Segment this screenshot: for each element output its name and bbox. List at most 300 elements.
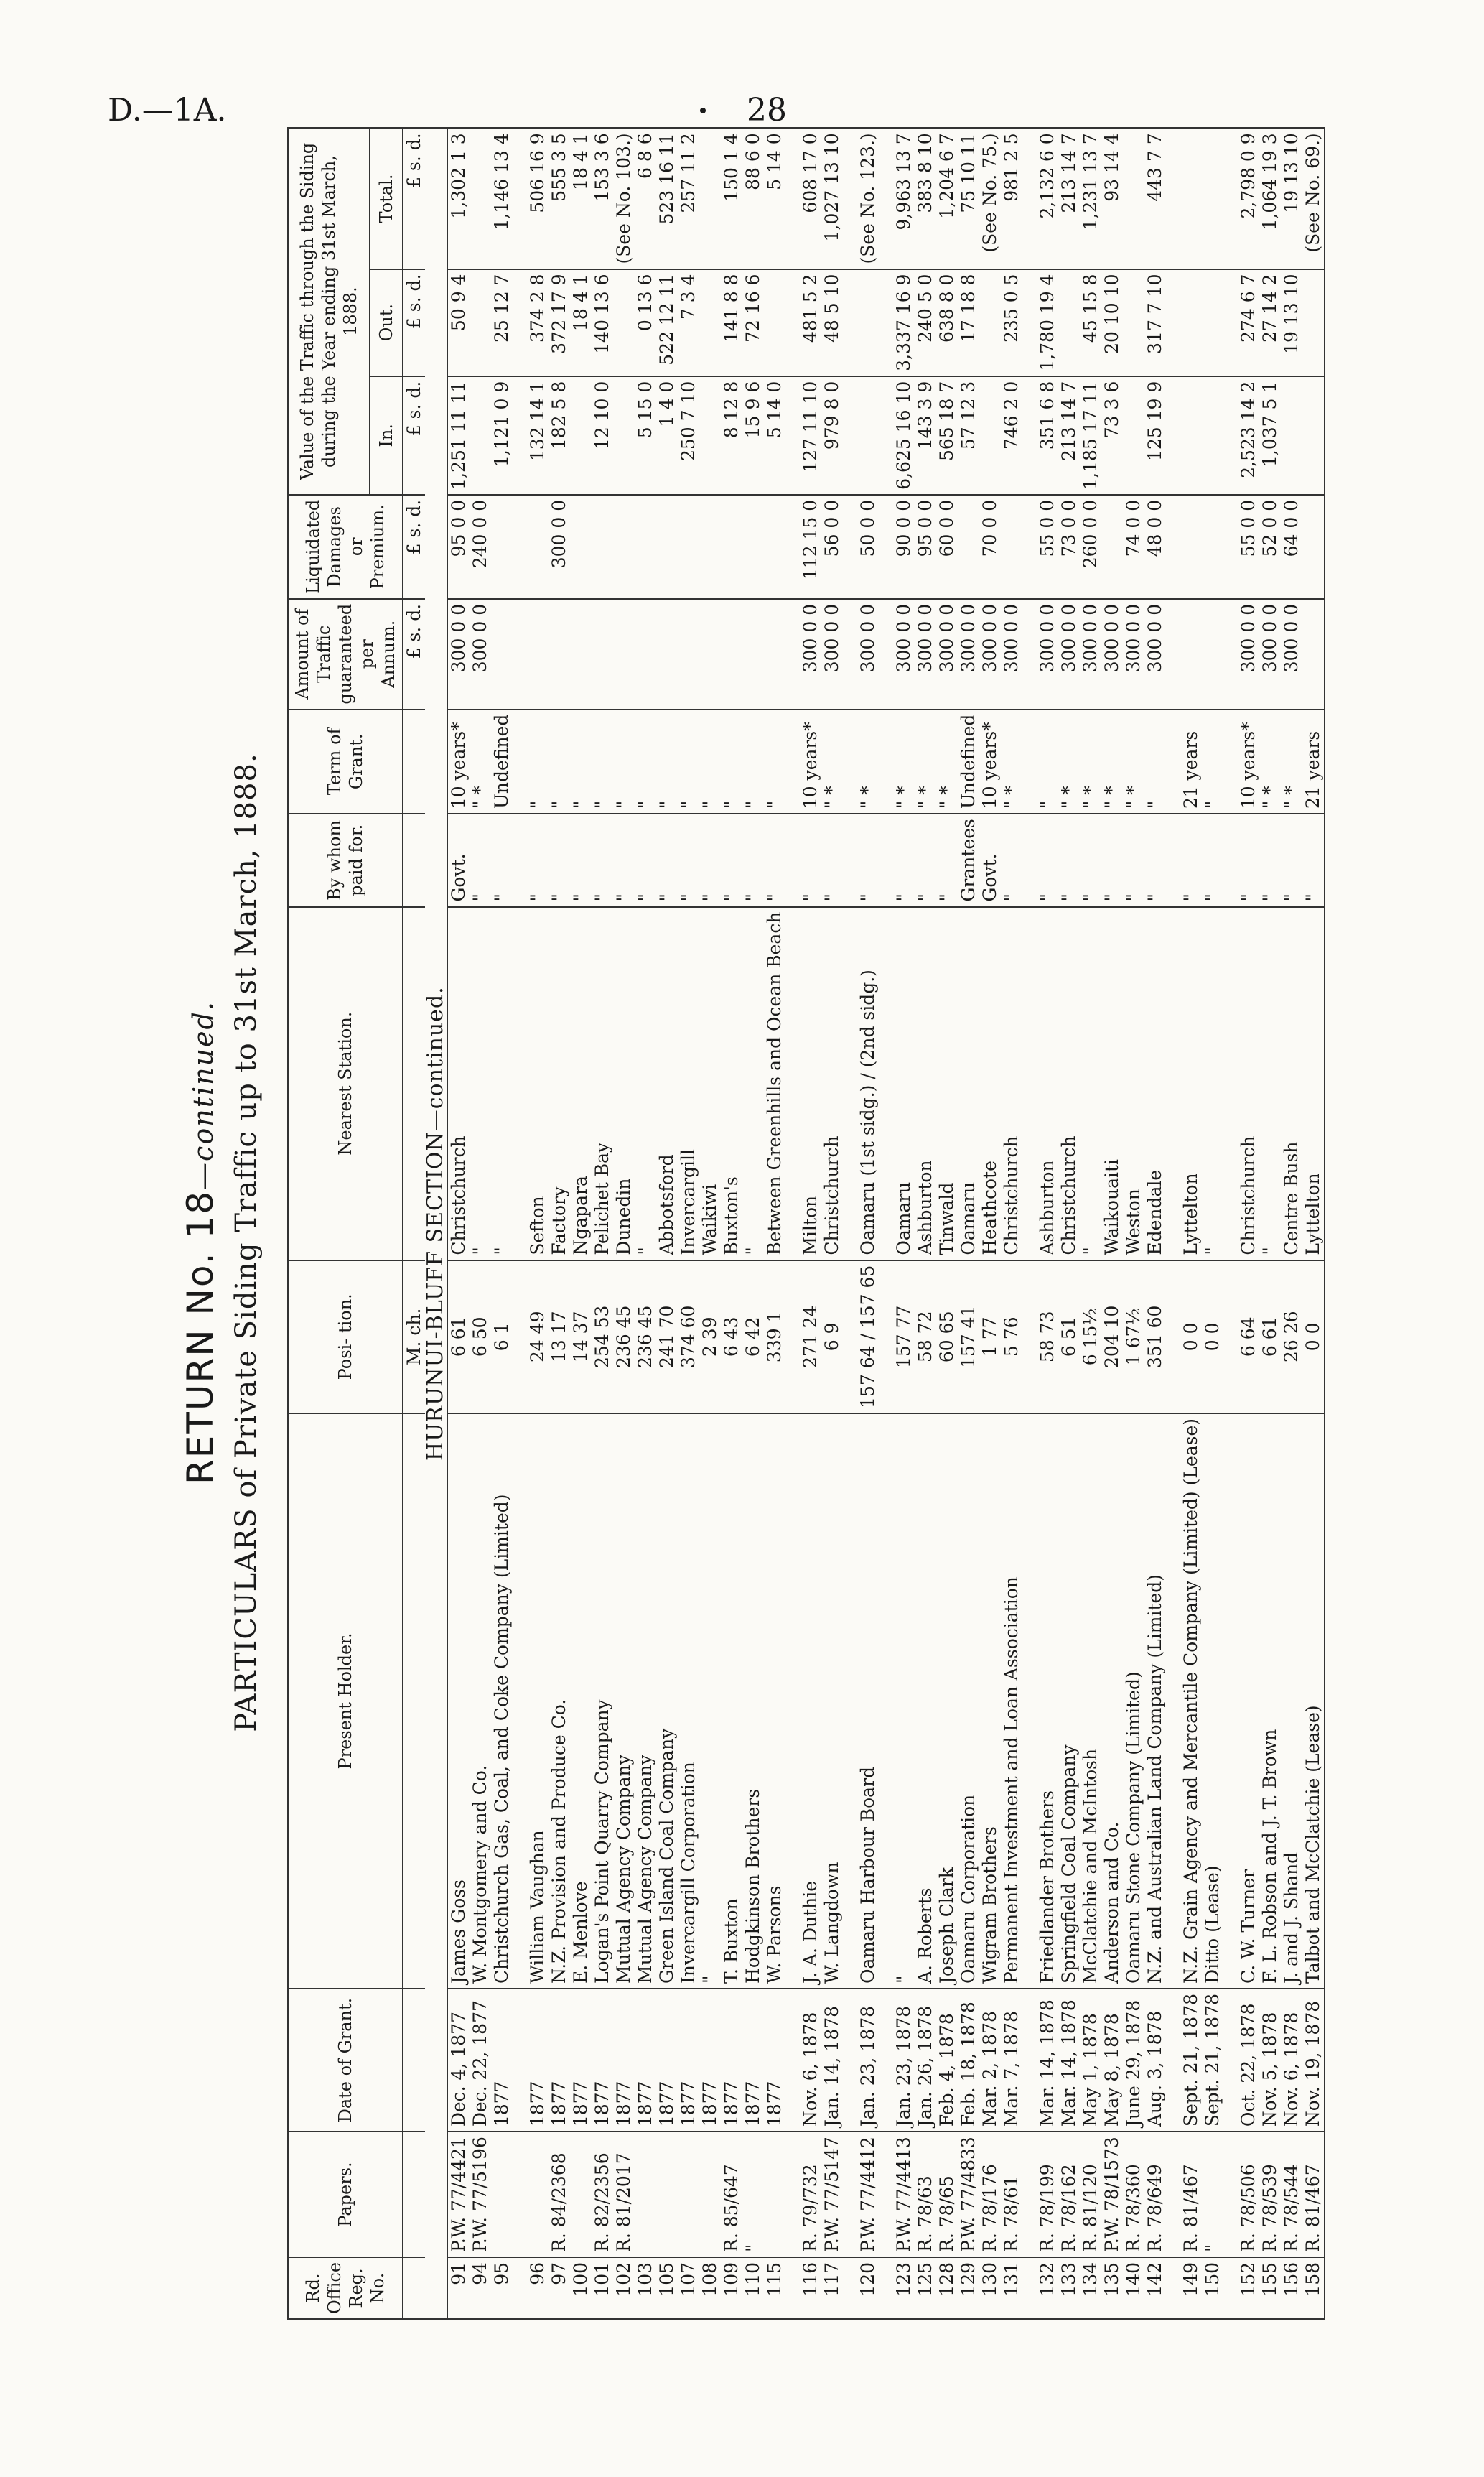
cell-paid: " <box>549 814 570 906</box>
cell-station: Oamaru <box>958 907 979 1260</box>
rotated-table-region <box>179 133 1400 2320</box>
cell-amount: 300 0 0 <box>893 599 915 710</box>
cell-amount: 300 0 0 <box>1259 599 1281 710</box>
in-unit: £ s. d. <box>403 376 425 495</box>
cell-pos: 271 24 <box>800 1260 821 1413</box>
cell-term: 10 years* <box>1238 710 1259 814</box>
cell-in <box>613 376 635 495</box>
cell-paid: " <box>1080 814 1101 906</box>
return-title <box>179 165 221 2320</box>
cell-papers: R. 78/61 <box>1001 2132 1022 2257</box>
cell-amount <box>656 599 678 710</box>
cell-reg: 107 <box>678 2257 699 2319</box>
table-row <box>1238 128 1259 2319</box>
cell-date: Dec. 4, 1877 <box>447 1989 470 2132</box>
cell-in <box>1302 376 1325 495</box>
cell-holder: Oamaru Stone Company (Limited) <box>1123 1413 1144 1989</box>
cell-out <box>979 269 1001 376</box>
cell-date: Nov. 5, 1878 <box>1259 1989 1281 2132</box>
cell-out <box>699 269 721 376</box>
cell-in <box>857 376 879 495</box>
units-row <box>403 128 425 2319</box>
table-row <box>1202 128 1223 2319</box>
cell-paid: " <box>893 814 915 906</box>
cell-amount: 300 0 0 <box>1037 599 1058 710</box>
cell-paid: " <box>491 814 513 906</box>
cell-paid: Govt. <box>447 814 470 906</box>
cell-pos: 58 73 <box>1037 1260 1058 1413</box>
cell-term: " * <box>1101 710 1123 814</box>
cell-out: 317 7 10 <box>1144 269 1166 376</box>
cell-term: " <box>656 710 678 814</box>
cell-pos: 6 61 <box>1259 1260 1281 1413</box>
cell-damages <box>721 495 742 599</box>
cell-station: Centre Bush <box>1281 907 1302 1260</box>
row-spacer <box>1166 128 1180 2319</box>
cell-damages <box>635 495 656 599</box>
cell-paid: " <box>699 814 721 906</box>
cell-total: 981 2 5 <box>1001 128 1022 269</box>
cell-reg: 130 <box>979 2257 1001 2319</box>
cell-damages: 260 0 0 <box>1080 495 1101 599</box>
cell-term: 21 years <box>1302 710 1325 814</box>
cell-amount: 300 0 0 <box>1123 599 1144 710</box>
cell-pos: 6 61 <box>447 1260 470 1413</box>
cell-amount <box>1302 599 1325 710</box>
cell-station: " <box>470 907 491 1260</box>
cell-reg: 96 <box>527 2257 549 2319</box>
cell-pos: 6 51 <box>1058 1260 1080 1413</box>
cell-papers: R. 81/467 <box>1302 2132 1325 2257</box>
cell-out: 481 5 2 <box>800 269 821 376</box>
cell-pos: 1 67½ <box>1123 1260 1144 1413</box>
cell-date: 1877 <box>491 1989 513 2132</box>
table-row <box>1180 128 1202 2319</box>
col-holder: Present Holder. <box>288 1413 403 1989</box>
cell-damages: 300 0 0 <box>549 495 570 599</box>
cell-station: Christchurch <box>1238 907 1259 1260</box>
table-row <box>1281 128 1302 2319</box>
cell-papers: R. 84/2368 <box>549 2132 570 2257</box>
cell-holder: Joseph Clark <box>936 1413 958 1989</box>
table-row <box>699 128 721 2319</box>
cell-station: Pelichet Bay <box>592 907 613 1260</box>
cell-holder: " <box>699 1413 721 1989</box>
cell-out: 141 8 8 <box>721 269 742 376</box>
cell-holder: J. and J. Shand <box>1281 1413 1302 1989</box>
cell-in: 57 12 3 <box>958 376 979 495</box>
cell-out <box>1058 269 1080 376</box>
cell-in <box>570 376 592 495</box>
cell-date: Oct. 22, 1878 <box>1238 1989 1259 2132</box>
cell-amount <box>592 599 613 710</box>
cell-pos: 236 45 <box>635 1260 656 1413</box>
cell-holder: T. Buxton <box>721 1413 742 1989</box>
cell-term: " <box>613 710 635 814</box>
cell-in: 1,251 11 11 <box>447 376 470 495</box>
cell-damages <box>699 495 721 599</box>
cell-in <box>979 376 1001 495</box>
cell-out: 1,780 19 4 <box>1037 269 1058 376</box>
table-row <box>656 128 678 2319</box>
cell-holder: Springfield Coal Company <box>1058 1413 1080 1989</box>
cell-date: Mar. 7, 1878 <box>1001 1989 1022 2132</box>
cell-damages <box>742 495 764 599</box>
cell-in: 1,121 0 9 <box>491 376 513 495</box>
cell-station: " <box>1202 907 1223 1260</box>
cell-term: " <box>1037 710 1058 814</box>
col-amount: Amount of Traffic guaranteed per Annum. <box>288 599 403 710</box>
cell-amount <box>1202 599 1223 710</box>
cell-amount <box>549 599 570 710</box>
return-title-main: RETURN No. 18 <box>179 1189 221 1484</box>
cell-out: 274 6 7 <box>1238 269 1259 376</box>
cell-in: 250 7 10 <box>678 376 699 495</box>
cell-total: 443 7 7 <box>1144 128 1166 269</box>
cell-total: 1,064 19 3 <box>1259 128 1281 269</box>
cell-paid: " <box>1302 814 1325 906</box>
cell-paid: " <box>1123 814 1144 906</box>
cell-in <box>1123 376 1144 495</box>
cell-paid: " <box>1281 814 1302 906</box>
cell-total: 1,204 6 7 <box>936 128 958 269</box>
cell-in: 1,037 5 1 <box>1259 376 1281 495</box>
cell-out <box>1302 269 1325 376</box>
cell-damages <box>613 495 635 599</box>
cell-out: 522 12 11 <box>656 269 678 376</box>
cell-reg: 116 <box>800 2257 821 2319</box>
cell-in: 1,185 17 11 <box>1080 376 1101 495</box>
cell-total: 506 16 9 <box>527 128 549 269</box>
cell-paid: " <box>1001 814 1022 906</box>
cell-pos: 1 77 <box>979 1260 1001 1413</box>
cell-total: 19 13 10 <box>1281 128 1302 269</box>
cell-pos: 14 37 <box>570 1260 592 1413</box>
cell-term: " * <box>1259 710 1281 814</box>
cell-pos: 157 77 <box>893 1260 915 1413</box>
cell-amount <box>699 599 721 710</box>
table-row <box>893 128 915 2319</box>
cell-station: Oamaru <box>893 907 915 1260</box>
cell-damages <box>678 495 699 599</box>
cell-out: 18 4 1 <box>570 269 592 376</box>
cell-reg: 142 <box>1144 2257 1166 2319</box>
cell-reg: 155 <box>1259 2257 1281 2319</box>
cell-term: " * <box>821 710 843 814</box>
row-spacer <box>1022 128 1037 2319</box>
cell-paid: " <box>635 814 656 906</box>
cell-out: 235 0 5 <box>1001 269 1022 376</box>
cell-station: Christchurch <box>821 907 843 1260</box>
cell-reg: 102 <box>613 2257 635 2319</box>
cell-pos: 0 0 <box>1302 1260 1325 1413</box>
cell-term: " * <box>915 710 936 814</box>
cell-date: 1877 <box>742 1989 764 2132</box>
section-row <box>425 128 447 2319</box>
cell-damages <box>491 495 513 599</box>
cell-pos: 58 72 <box>915 1260 936 1413</box>
page-number: 28 <box>747 92 787 129</box>
cell-date: 1877 <box>721 1989 742 2132</box>
cell-date: Mar. 14, 1878 <box>1058 1989 1080 2132</box>
cell-holder: W. Montgomery and Co. <box>470 1413 491 1989</box>
cell-station: " <box>635 907 656 1260</box>
cell-term: " * <box>470 710 491 814</box>
cell-papers: R. 81/2017 <box>613 2132 635 2257</box>
row-spacer <box>1223 128 1238 2319</box>
cell-pos: 339 1 <box>764 1260 785 1413</box>
cell-in: 5 15 0 <box>635 376 656 495</box>
cell-amount: 300 0 0 <box>470 599 491 710</box>
cell-pos: 5 76 <box>1001 1260 1022 1413</box>
cell-term: 10 years* <box>447 710 470 814</box>
cell-out: 638 8 0 <box>936 269 958 376</box>
amount-unit: £ s. d. <box>403 599 425 710</box>
cell-total <box>699 128 721 269</box>
cell-holder: E. Menlove <box>570 1413 592 1989</box>
cell-damages: 64 0 0 <box>1281 495 1302 599</box>
cell-station: Christchurch <box>447 907 470 1260</box>
cell-station: Ashburton <box>915 907 936 1260</box>
cell-station: " <box>742 907 764 1260</box>
row-spacer <box>785 128 800 2319</box>
table-row <box>1259 128 1281 2319</box>
cell-holder: " <box>893 1413 915 1989</box>
table-row <box>721 128 742 2319</box>
cell-reg: 123 <box>893 2257 915 2319</box>
cell-date: Aug. 3, 1878 <box>1144 1989 1166 2132</box>
cell-date: 1877 <box>656 1989 678 2132</box>
cell-total: 257 11 2 <box>678 128 699 269</box>
cell-holder: N.Z. Grain Agency and Mercantile Company (Limited) (Lease) <box>1180 1413 1202 1989</box>
cell-holder: C. W. Turner <box>1238 1413 1259 1989</box>
cell-damages: 74 0 0 <box>1123 495 1144 599</box>
cell-in: 132 14 1 <box>527 376 549 495</box>
cell-holder: Permanent Investment and Loan Association <box>1001 1413 1022 1989</box>
cell-amount <box>527 599 549 710</box>
cell-station: Abbotsford <box>656 907 678 1260</box>
cell-date: Jan. 14, 1878 <box>821 1989 843 2132</box>
cell-holder: Mutual Agency Company <box>613 1413 635 1989</box>
cell-term: 21 years <box>1180 710 1202 814</box>
cell-damages: 48 0 0 <box>1144 495 1166 599</box>
cell-amount: 300 0 0 <box>1058 599 1080 710</box>
cell-papers: R. 78/63 <box>915 2132 936 2257</box>
cell-date: Mar. 14, 1878 <box>1037 1989 1058 2132</box>
cell-date: Jan. 23, 1878 <box>857 1989 879 2132</box>
cell-reg: 120 <box>857 2257 879 2319</box>
cell-paid: " <box>742 814 764 906</box>
cell-station: Edendale <box>1144 907 1166 1260</box>
cell-reg: 140 <box>1123 2257 1144 2319</box>
cell-papers: P.W. 77/5147 <box>821 2132 843 2257</box>
cell-holder: McClatchie and McIntosh <box>1080 1413 1101 1989</box>
cell-holder: Ditto (Lease) <box>1202 1413 1223 1989</box>
cell-damages <box>1202 495 1223 599</box>
cell-term: Undefined <box>491 710 513 814</box>
cell-station: Oamaru (1st sidg.) / (2nd sidg.) <box>857 907 879 1260</box>
cell-papers: P.W. 77/4833 <box>958 2132 979 2257</box>
return-title-continued: —continued. <box>187 1000 219 1190</box>
cell-paid: " <box>570 814 592 906</box>
cell-date: June 29, 1878 <box>1123 1989 1144 2132</box>
table-row <box>1037 128 1058 2319</box>
cell-in: 73 3 6 <box>1101 376 1123 495</box>
cell-date: 1877 <box>764 1989 785 2132</box>
cell-in <box>1202 376 1223 495</box>
cell-holder: A. Roberts <box>915 1413 936 1989</box>
cell-date: 1877 <box>527 1989 549 2132</box>
cell-reg: 94 <box>470 2257 491 2319</box>
cell-in: 12 10 0 <box>592 376 613 495</box>
cell-amount <box>764 599 785 710</box>
cell-papers: P.W. 78/1573 <box>1101 2132 1123 2257</box>
row-spacer <box>843 128 857 2319</box>
cell-in: 127 11 10 <box>800 376 821 495</box>
cell-reg: 152 <box>1238 2257 1259 2319</box>
cell-reg: 103 <box>635 2257 656 2319</box>
cell-papers: R. 78/162 <box>1058 2132 1080 2257</box>
cell-damages: 90 0 0 <box>893 495 915 599</box>
cell-in: 15 9 6 <box>742 376 764 495</box>
cell-papers: R. 78/649 <box>1144 2132 1166 2257</box>
cell-amount <box>613 599 635 710</box>
cell-papers: P.W. 77/4413 <box>893 2132 915 2257</box>
cell-pos: 2 39 <box>699 1260 721 1413</box>
cell-out <box>764 269 785 376</box>
cell-pos: 24 49 <box>527 1260 549 1413</box>
cell-damages: 52 0 0 <box>1259 495 1281 599</box>
cell-pos: 0 0 <box>1180 1260 1202 1413</box>
cell-out: 140 13 6 <box>592 269 613 376</box>
cell-date: 1877 <box>570 1989 592 2132</box>
table-row <box>1101 128 1123 2319</box>
cell-pos: 6 64 <box>1238 1260 1259 1413</box>
cell-reg: 158 <box>1302 2257 1325 2319</box>
cell-damages: 55 0 0 <box>1037 495 1058 599</box>
cell-papers: R. 78/199 <box>1037 2132 1058 2257</box>
cell-station: Waikouaiti <box>1101 907 1123 1260</box>
cell-out <box>613 269 635 376</box>
col-paid-by: By whom paid for. <box>288 814 403 906</box>
cell-date: Dec. 22, 1877 <box>470 1989 491 2132</box>
cell-station: Sefton <box>527 907 549 1260</box>
table-row <box>635 128 656 2319</box>
cell-paid: " <box>721 814 742 906</box>
cell-station: Dunedin <box>613 907 635 1260</box>
header-dot <box>700 108 706 113</box>
cell-damages: 240 0 0 <box>470 495 491 599</box>
cell-total: 9,963 13 7 <box>893 128 915 269</box>
table-row <box>857 128 879 2319</box>
cell-reg: 134 <box>1080 2257 1101 2319</box>
cell-out: 19 13 10 <box>1281 269 1302 376</box>
cell-date: May 8, 1878 <box>1101 1989 1123 2132</box>
cell-damages: 60 0 0 <box>936 495 958 599</box>
cell-pos: 6 42 <box>742 1260 764 1413</box>
cell-papers <box>635 2132 656 2257</box>
cell-total: (See No. 75.) <box>979 128 1001 269</box>
cell-total: 383 8 10 <box>915 128 936 269</box>
table-row <box>470 128 491 2319</box>
cell-date: Feb. 4, 1878 <box>936 1989 958 2132</box>
cell-reg: 150 <box>1202 2257 1223 2319</box>
cell-papers: R. 85/647 <box>721 2132 742 2257</box>
table-row <box>742 128 764 2319</box>
cell-term: " <box>1144 710 1166 814</box>
cell-out <box>1180 269 1202 376</box>
table-row <box>570 128 592 2319</box>
cell-out: 17 18 8 <box>958 269 979 376</box>
cell-station: Invercargill <box>678 907 699 1260</box>
cell-term: " <box>742 710 764 814</box>
cell-papers <box>764 2132 785 2257</box>
cell-amount: 300 0 0 <box>958 599 979 710</box>
cell-amount <box>1180 599 1202 710</box>
cell-holder: F. L. Robson and J. T. Brown <box>1259 1413 1281 1989</box>
cell-reg: 115 <box>764 2257 785 2319</box>
cell-papers: P.W. 77/4421 <box>447 2132 470 2257</box>
cell-papers: " <box>742 2132 764 2257</box>
cell-out: 240 5 0 <box>915 269 936 376</box>
cell-out: 45 15 8 <box>1080 269 1101 376</box>
table-row <box>979 128 1001 2319</box>
siding-traffic-table <box>287 127 1325 2320</box>
out-unit: £ s. d. <box>403 269 425 376</box>
cell-paid: " <box>915 814 936 906</box>
cell-in <box>1180 376 1202 495</box>
cell-station: Factory <box>549 907 570 1260</box>
cell-date: 1877 <box>549 1989 570 2132</box>
cell-out: 20 10 10 <box>1101 269 1123 376</box>
col-position: Posi- tion. <box>288 1260 403 1413</box>
cell-in: 746 2 0 <box>1001 376 1022 495</box>
cell-paid: " <box>1037 814 1058 906</box>
cell-total <box>1180 128 1202 269</box>
cell-amount: 300 0 0 <box>1080 599 1101 710</box>
cell-amount: 300 0 0 <box>1238 599 1259 710</box>
cell-damages <box>1001 495 1022 599</box>
cell-total: 1,146 13 4 <box>491 128 513 269</box>
table-row <box>447 128 470 2319</box>
cell-total: (See No. 123.) <box>857 128 879 269</box>
cell-damages: 112 15 0 <box>800 495 821 599</box>
table-row <box>958 128 979 2319</box>
cell-papers <box>656 2132 678 2257</box>
cell-total: 2,132 6 0 <box>1037 128 1058 269</box>
cell-papers <box>570 2132 592 2257</box>
cell-date: 1877 <box>613 1989 635 2132</box>
cell-total: 2,798 0 9 <box>1238 128 1259 269</box>
cell-holder: Christchurch Gas, Coal, and Coke Company (Limited) <box>491 1413 513 1989</box>
cell-paid: " <box>678 814 699 906</box>
cell-date: Nov. 19, 1878 <box>1302 1989 1325 2132</box>
cell-total: 1,302 1 3 <box>447 128 470 269</box>
cell-reg: 135 <box>1101 2257 1123 2319</box>
cell-papers <box>699 2132 721 2257</box>
cell-amount: 300 0 0 <box>447 599 470 710</box>
cell-paid: " <box>764 814 785 906</box>
cell-out: 7 3 4 <box>678 269 699 376</box>
cell-damages <box>1101 495 1123 599</box>
cell-amount: 300 0 0 <box>1281 599 1302 710</box>
table-row <box>613 128 635 2319</box>
cell-damages <box>1302 495 1325 599</box>
cell-papers <box>491 2132 513 2257</box>
cell-total <box>470 128 491 269</box>
col-papers: Papers. <box>288 2132 403 2257</box>
cell-papers: P.W. 77/4412 <box>857 2132 879 2257</box>
